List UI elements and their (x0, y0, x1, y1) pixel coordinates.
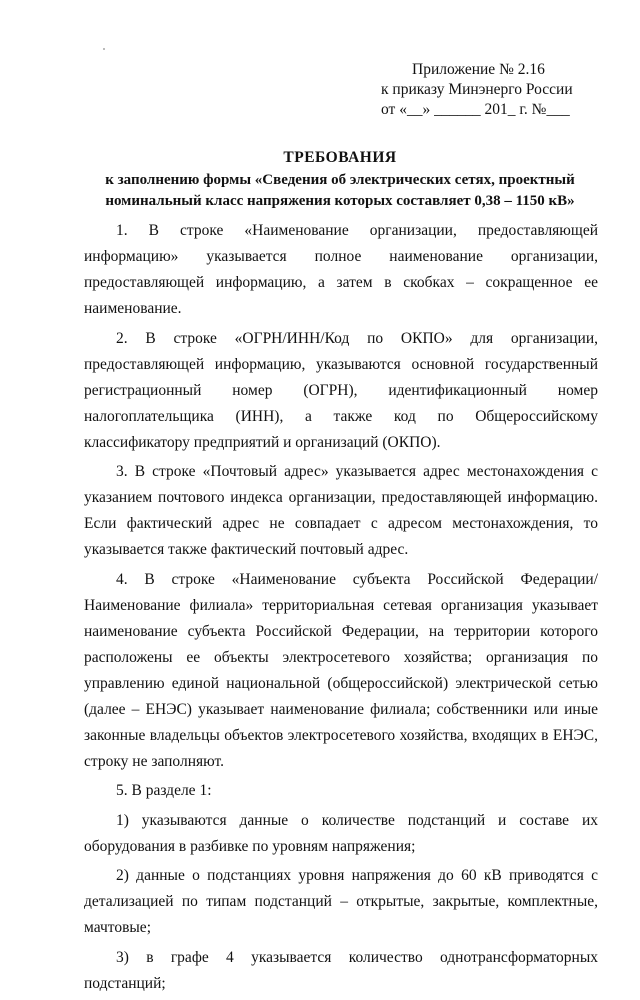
paragraph-5-item-2: 2) данные о подстанциях уровня напряжения до 60 кВ приводятся с детализацией по типам подстанций – открытые, закрытые, комплектные, мачтовые; (84, 867, 598, 936)
paragraph-2: 2. В строке «ОГРН/ИНН/Код по ОКПО» для организации, предоставляющей информацию, указываются основной государственный регистрационный номер (ОГРН), идентификационный номер налогоплательщика (ИНН), а также код по Общероссийскому классификатору предприятий и организаций (ОКПО). (84, 329, 598, 451)
scan-speck (103, 48, 105, 50)
paragraph-5-item-1: 1) указываются данные о количестве подстанций и составе их оборудования в разбивке по уровням напряжения; (84, 811, 598, 855)
paragraph-3: 3. В строке «Почтовый адрес» указывается адрес местонахождения с указанием почтового индекса организации, предоставляющей информацию. Если фактический адрес не совпадает с адресом местонахождения, то указывается также фактический почтовый адрес. (84, 463, 598, 558)
paragraph-5: 5. В разделе 1: (116, 782, 212, 799)
paragraph-1: 1. В строке «Наименование организации, предоставляющей информацию» указывается полное наименование организации, предоставляющей информацию, а затем в скобках – сокращенное ее наименование. (84, 222, 598, 317)
title-subtitle-line-2: номинальный класс напряжения которых составляет 0,38 – 1150 кВ» (105, 193, 575, 209)
paragraph-4: 4. В строке «Наименование субъекта Российской Федерации/Наименование филиала» территориальная сетевая организация указывает наименование субъекта Российской Федерации, на территории которого расположены ее объекты электросетевого хозяйства; организация по управлению единой национальной (общероссийской) электрической сетью (далее – ЕНЭС) указывает наименование филиала; собственники или иные законные владельцы объектов электросетевого хозяйства, входящих в ЕНЭС, строку не заполняют. (84, 570, 598, 770)
title-subtitle-line-1: к заполнению формы «Сведения об электрических сетях, проектный (105, 172, 575, 188)
appendix-number: Приложение № 2.16 (412, 61, 545, 78)
document-title (80, 147, 600, 212)
appendix-date: от «__» ______ 201_ г. №___ (381, 101, 570, 118)
appendix-order: к приказу Минэнерго России (381, 81, 573, 98)
appendix-reference (381, 60, 621, 120)
title-heading: ТРЕБОВАНИЯ (283, 149, 397, 166)
paragraph-5-item-3: 3) в графе 4 указывается количество однотрансформаторных подстанций; (84, 948, 598, 992)
document-body (84, 218, 598, 1000)
